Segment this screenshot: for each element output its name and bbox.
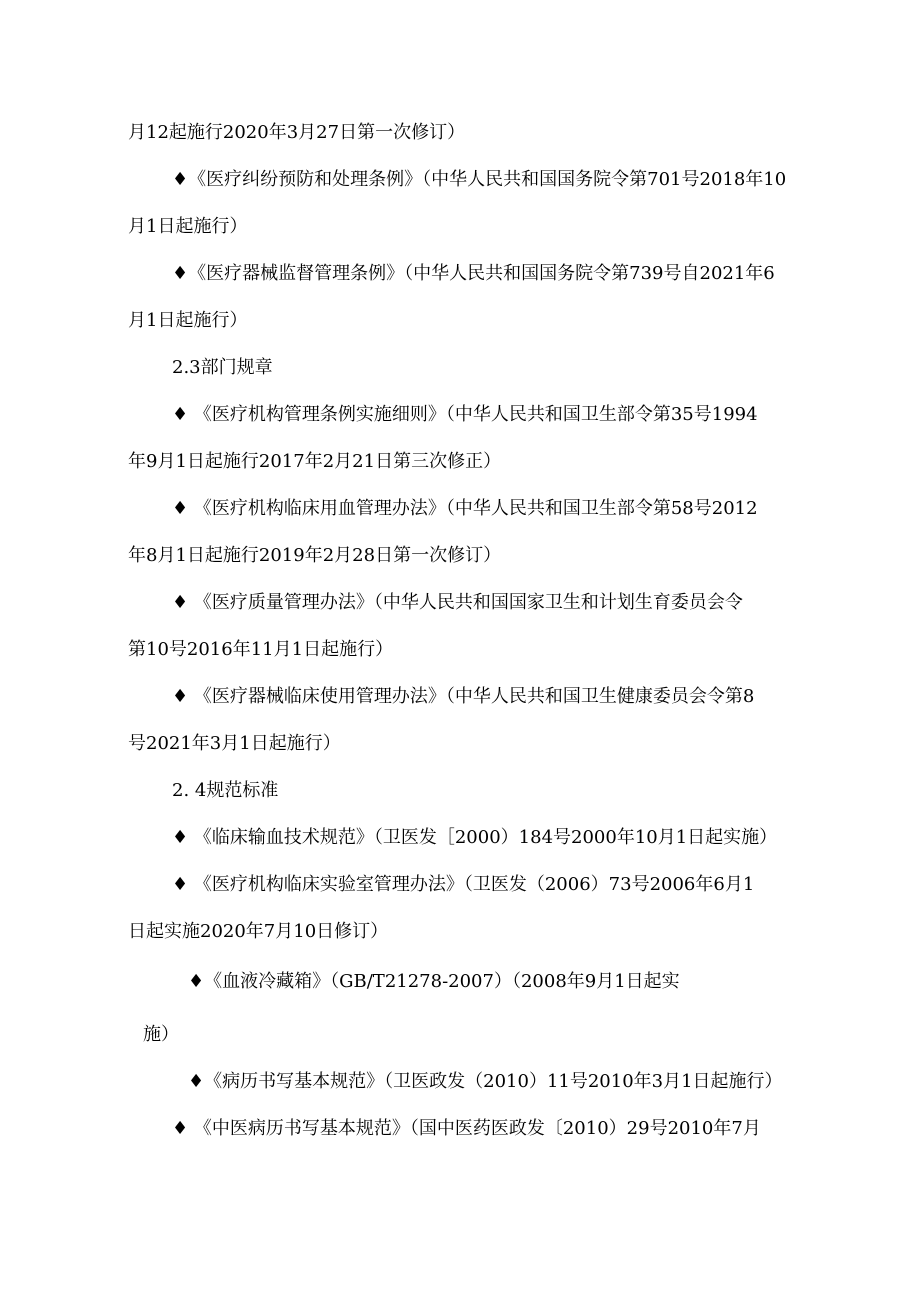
text-line: ♦ 《临床输血技术规范》（卫医发［2000）184号2000年10月1日起实施） [172,827,778,848]
text-line: 月1日起施行） [128,216,248,237]
section-heading: 2.3部门规章 [172,357,273,378]
text-line: 月12起施行2020年3月27日第一次修订） [128,122,466,143]
text-line: 年9月1日起施行2017年2月21日第三次修正） [128,451,502,472]
text-line: ♦ 《中医病历书写基本规范》（国中医药医政发〔2010）29号2010年7月 [172,1118,761,1139]
text-line: 年8月1日起施行2019年2月28日第一次修订） [128,545,502,566]
text-line: 第10号2016年11月1日起施行） [128,639,394,660]
text-line: 日起实施2020年7月10日修订） [128,921,389,942]
text-line: 月1日起施行） [128,310,248,331]
section-heading: 2. 4规范标准 [172,780,279,801]
text-line: 施） [143,1024,179,1045]
text-line: ♦ 《医疗机构临床实验室管理办法》（卫医发（2006）73号2006年6月1 [172,874,755,895]
text-line: ♦ 《医疗质量管理办法》（中华人民共和国国家卫生和计划生育委员会令 [172,592,743,613]
text-line: ♦ 《医疗器械临床使用管理办法》（中华人民共和国卫生健康委员会令第8 [172,686,755,707]
text-line: ♦《医疗纠纷预防和处理条例》（中华人民共和国国务院令第701号2018年10 [172,169,787,190]
text-line: ♦《病历书写基本规范》（卫医政发（2010）11号2010年3月1日起施行） [188,1071,783,1092]
text-line: ♦ 《医疗机构管理条例实施细则》（中华人民共和国卫生部令第35号1994 [172,404,758,425]
text-line: ♦ 《医疗机构临床用血管理办法》（中华人民共和国卫生部令第58号2012 [172,498,758,519]
text-line: ♦《医疗器械监督管理条例》（中华人民共和国国务院令第739号自2021年6 [172,263,775,284]
text-line: 号2021年3月1日起施行） [128,733,341,754]
text-line: ♦《血液冷藏箱》（GB/T21278-2007）（2008年9月1日起实 [188,971,680,992]
